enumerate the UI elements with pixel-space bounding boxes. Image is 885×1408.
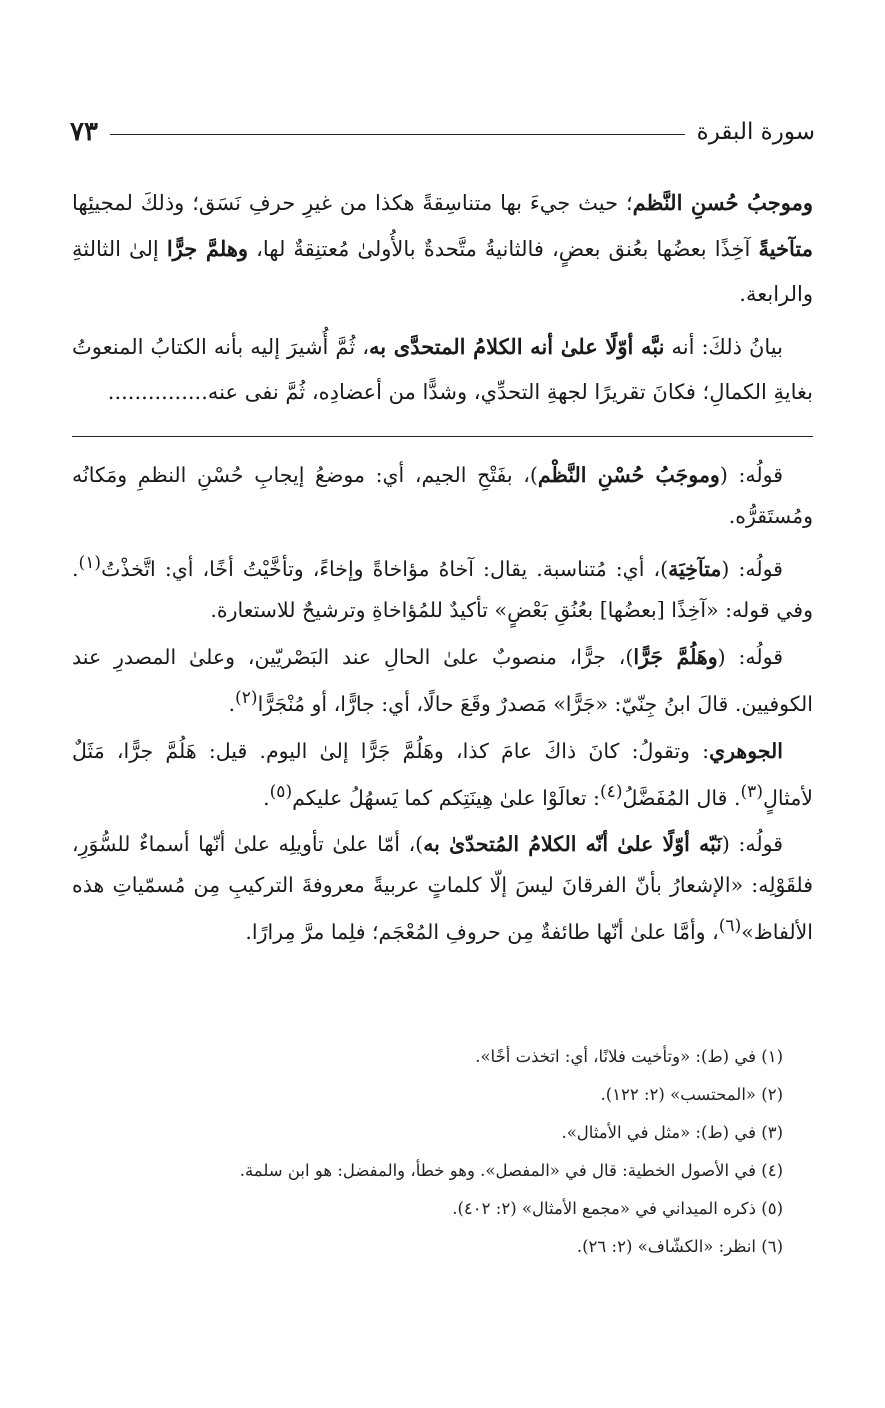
text-run: ؛ حيث جيءَ بها متناسِقةً هكذا من غيرِ حرفِ نَسَق؛ وذلكَ لمجيئِها <box>72 191 633 215</box>
footnotes <box>72 1038 813 1266</box>
text-run: آخِذًا بعضُها بعُنق بعضٍ، فالثانيةُ متَّحدةٌ بالأُولىٰ مُعتنِقةٌ لها، <box>248 237 759 261</box>
commentary-paragraph-4 <box>72 731 813 819</box>
commentary-paragraph-5 <box>72 824 813 953</box>
footnote-marker: (٤) <box>599 781 623 802</box>
text-run: )، أي: مُتناسبة. يقال: آخاهُ مؤاخاةً وإخاءً، وتأخَّيْتُ أخًا، أي: اتَّخذْتُ <box>101 556 669 581</box>
text-run: قولُه: ( <box>717 644 783 669</box>
text-run: بيانُ ذلكَ: أنه <box>664 335 783 359</box>
footnote-1: (١) في (ط): «وتأخيت فلانًا، أي: اتخذت أخًا». <box>475 1047 783 1066</box>
text-run: . وفي قوله: «آخِذًا [بعضُها] بعُنُقِ بَعْضٍ» تأكيدٌ للمُؤاخاةِ وترشيحٌ للاستعارة. <box>72 556 813 622</box>
footnote-5: (٥) ذكره الميداني في «مجمع الأمثال» (٢: ٤٠٢). <box>452 1199 783 1218</box>
quoted-lemma: نَبّه أوّلًا علىٰ أنّه الكلامُ المُتحدّىٰ به <box>423 832 722 857</box>
footnote-marker: (٣) <box>740 781 763 802</box>
page-header <box>70 108 815 156</box>
bold-phrase: وموجبُ حُسنِ النَّظم <box>632 190 813 215</box>
text-run: قولُه: ( <box>721 556 783 581</box>
section-divider <box>72 436 813 437</box>
text-run: : تعالَوْا علىٰ هِينَتِكم كما يَسهُلُ عليكم <box>292 785 600 810</box>
bold-phrase: متآخيةً <box>758 236 813 261</box>
main-text <box>72 180 813 415</box>
header-rule <box>110 134 685 135</box>
commentary-paragraph-3 <box>72 637 813 725</box>
text-run: ، وأمَّا علىٰ أنّها طائفةٌ مِن حروفِ المُعْجَم؛ فلِما مرَّ مِرارًا. <box>245 920 719 945</box>
text-run: إلىٰ الثالثةِ والرابعة. <box>72 237 813 306</box>
text-run: قولُه: ( <box>721 832 783 857</box>
running-title: سورة البقرة <box>696 119 815 145</box>
footnote-marker: (٥) <box>269 781 293 802</box>
text-run: : وتقولُ: كانَ ذاكَ عامَ كذا، وهَلُمَّ جَرًّا إلىٰ اليوم. قيل: هَلُمَّ جرًّا، مَثَلٌ لأمثالٍ <box>72 738 813 810</box>
text-run: )، أمّا علىٰ تأويلِه علىٰ أنّها أسماءٌ للسُّوَرِ، فلقَوْلِه: «الإشعارُ بأنّ الفرقانَ ليسَ إلّا كلماتٍ عربيةً معروفةَ التركيبِ مِن مُسمّياتِ هذه الألفاظ» <box>72 832 813 945</box>
text-run: ، ثُمَّ أُشيرَ إليه بأنه الكتابُ المنعوتُ بغايةِ الكمالِ؛ فكانَ تقريرًا لجهةِ التحدِّي، وشدًّا من أعضادِه، ثُمَّ نفى عنه <box>72 335 813 404</box>
bold-phrase: نبَّه أوّلًا علىٰ أنه الكلامُ المتحدَّى به <box>369 334 665 359</box>
footnote-2: (٢) «المحتسب» (٢: ١٢٢). <box>600 1085 783 1104</box>
commentary-section <box>72 455 813 953</box>
commentary-paragraph-2 <box>72 543 813 631</box>
commentary-paragraph-1 <box>72 455 813 537</box>
text-run: )، جرًّا، منصوبٌ علىٰ الحالِ عند البَصْريّين، وعلىٰ المصدرِ عند الكوفيين. قالَ ابنُ جِنّيّ: «جَرًّا» مَصدرٌ وقَعَ حالًا، أي: جارًّا، أو مُنْجَرًّا <box>72 644 813 716</box>
text-run: )، بفَتْحِ الجيم، أي: موضعُ إيجابِ حُسْنِ النظمِ ومَكانُه ومُستَقرُّه. <box>72 463 813 528</box>
footnote-4: (٤) في الأصول الخطية: قال في «المفصل». وهو خطأ، والمفضل: هو ابن سلمة. <box>239 1161 783 1180</box>
quoted-lemma: الجوهري <box>709 738 783 763</box>
main-paragraph-1 <box>72 180 813 317</box>
page-number: ٧٣ <box>70 117 98 147</box>
footnote-3: (٣) في (ط): «مثل في الأمثال». <box>561 1123 783 1142</box>
quoted-lemma: وهَلُمَّ جَرًّا <box>633 644 718 669</box>
text-run: . <box>228 691 236 716</box>
continuation-dots: ............... <box>107 380 208 404</box>
text-run: . قال المُفَضَّلُ <box>622 785 741 810</box>
footnote-marker: (٦) <box>718 916 742 937</box>
bold-phrase: وهلمَّ جرًّا <box>166 236 249 261</box>
text-run: قولُه: ( <box>719 463 783 487</box>
text-run: . <box>263 785 270 810</box>
quoted-lemma: متآخِيَة <box>668 556 722 581</box>
main-paragraph-2 <box>72 324 813 415</box>
footnote-marker: (٢) <box>235 687 258 708</box>
footnote-6: (٦) انظر: «الكشّاف» (٢: ٢٦). <box>576 1237 783 1256</box>
quoted-lemma: وموجَبُ حُسْنِ النَّظْم <box>537 463 720 487</box>
footnote-marker: (١) <box>78 553 102 573</box>
